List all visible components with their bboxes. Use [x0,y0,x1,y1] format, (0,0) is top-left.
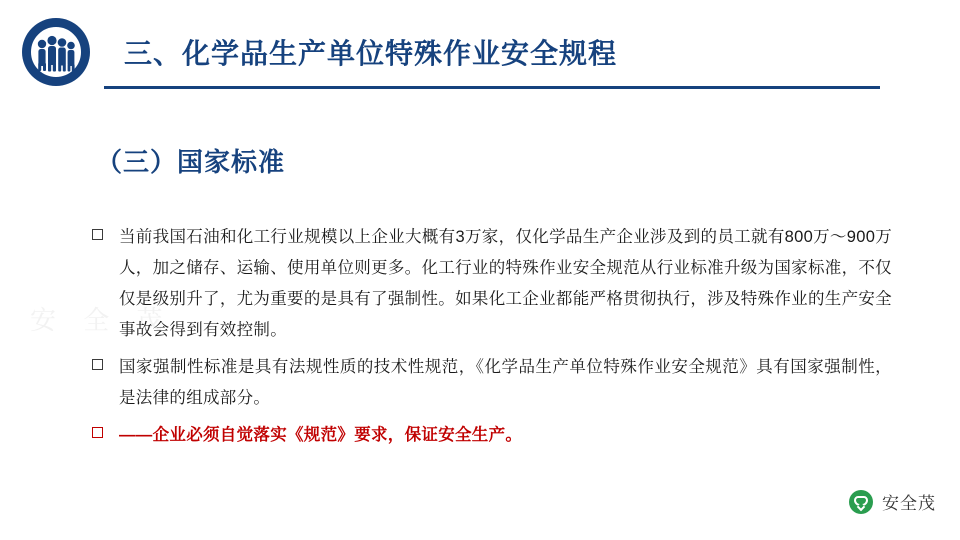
shield-check-icon [849,490,873,514]
header-divider [104,86,880,89]
watermark: 安 全 茂 [30,305,173,335]
list-item-emphasis [92,420,892,451]
square-bullet-icon [92,427,103,438]
list-item-text: 当前我国石油和化工行业规模以上企业大概有3万家，仅化学品生产企业涉及到的员工就有800万～900万人，加之储存、运输、使用单位则更多。化工行业的特殊作业安全规范从行业标准升级为国家标准，不仅仅是级别升了，尤为重要的是具有了强制性。如果化工企业都能严格贯彻执行，涉及特殊作业的生产安全事故会得到有效控制。 [119,228,892,339]
page-title: 三、化学品生产单位特殊作业安全规程 [124,38,618,69]
bullet-list [92,222,892,457]
list-item-text: ——企业必须自觉落实《规范》要求，保证安全生产。 [119,426,523,444]
footer-badge [849,489,936,514]
list-item [92,222,892,346]
square-bullet-icon [92,359,103,370]
logo [22,18,90,86]
square-bullet-icon [92,229,103,240]
section-title: （三）国家标准 [96,147,286,177]
people-group-icon [28,24,84,80]
slide-header [0,0,960,100]
list-item-text: 国家强制性标准是具有法规性质的技术性规范，《化学品生产单位特殊作业安全规范》具有国家强制性，是法律的组成部分。 [119,358,892,407]
list-item [92,352,892,414]
footer-label: 安全茂 [882,494,936,513]
